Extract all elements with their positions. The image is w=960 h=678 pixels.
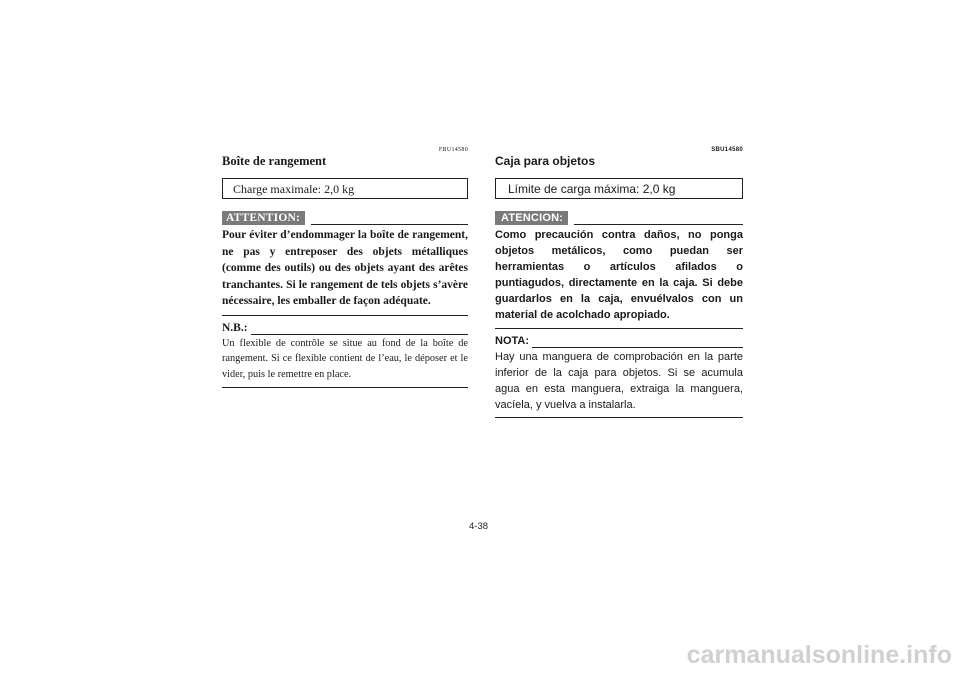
load-limit-box: Charge maximale: 2,0 kg [222, 178, 468, 199]
caution-header-rule [311, 224, 468, 225]
note-label: N.B.: [222, 321, 248, 334]
note-header [495, 334, 743, 348]
note-text: Un flexible de contrôle se situe au fond de la boîte de rangement. Si ce flexible contient de l’eau, le déposer et le vider, puis le remettre en place. [222, 337, 468, 381]
french-column [222, 146, 468, 388]
note-label: NOTA: [495, 335, 530, 347]
note-header [222, 321, 468, 335]
watermark: carmanualsonline.info [686, 641, 952, 669]
note-end-rule [222, 387, 468, 388]
section-heading: Boîte de rangement [222, 154, 327, 168]
section-code: SBU14580 [711, 147, 743, 153]
load-limit-box: Límite de carga máxima: 2,0 kg [495, 178, 743, 199]
caution-header-rule [574, 224, 743, 225]
note-header-rule [251, 334, 468, 335]
caution-badge: ATENCION: [495, 211, 568, 225]
note-end-rule [495, 417, 743, 418]
caution-badge: ATTENTION: [222, 211, 305, 225]
caution-header [495, 211, 743, 225]
section-heading: Caja para objetos [495, 154, 596, 168]
section-code: FBU14580 [438, 147, 468, 153]
caution-end-rule [495, 328, 743, 329]
page-number: 4-38 [469, 521, 489, 532]
note-header-rule [532, 347, 743, 348]
caution-header [222, 211, 468, 225]
spanish-column [495, 146, 743, 418]
caution-text: Como precaución contra daños, no ponga objetos metálicos, como puedan ser herramientas o artículos afilados o puntiagudos, directamente en la caja. Si debe guardarlos en la caja, envuélvalos con un material de acolchado apropiado. [495, 229, 743, 321]
caution-text: Pour éviter d’endommager la boîte de rangement, ne pas y entreposer des objets métalliques (comme des outils) ou des objets ayant des arêtes tranchantes. Si le rangement de tels objets s’avère nécessaire, les emballer de façon adéquate. [222, 229, 468, 307]
note-text: Hay una manguera de comprobación en la parte inferior de la caja para objetos. Si se acumula agua en esta manguera, extraiga la manguera, vacíela, y vuelva a instalarla. [495, 351, 743, 411]
caution-end-rule [222, 315, 468, 316]
